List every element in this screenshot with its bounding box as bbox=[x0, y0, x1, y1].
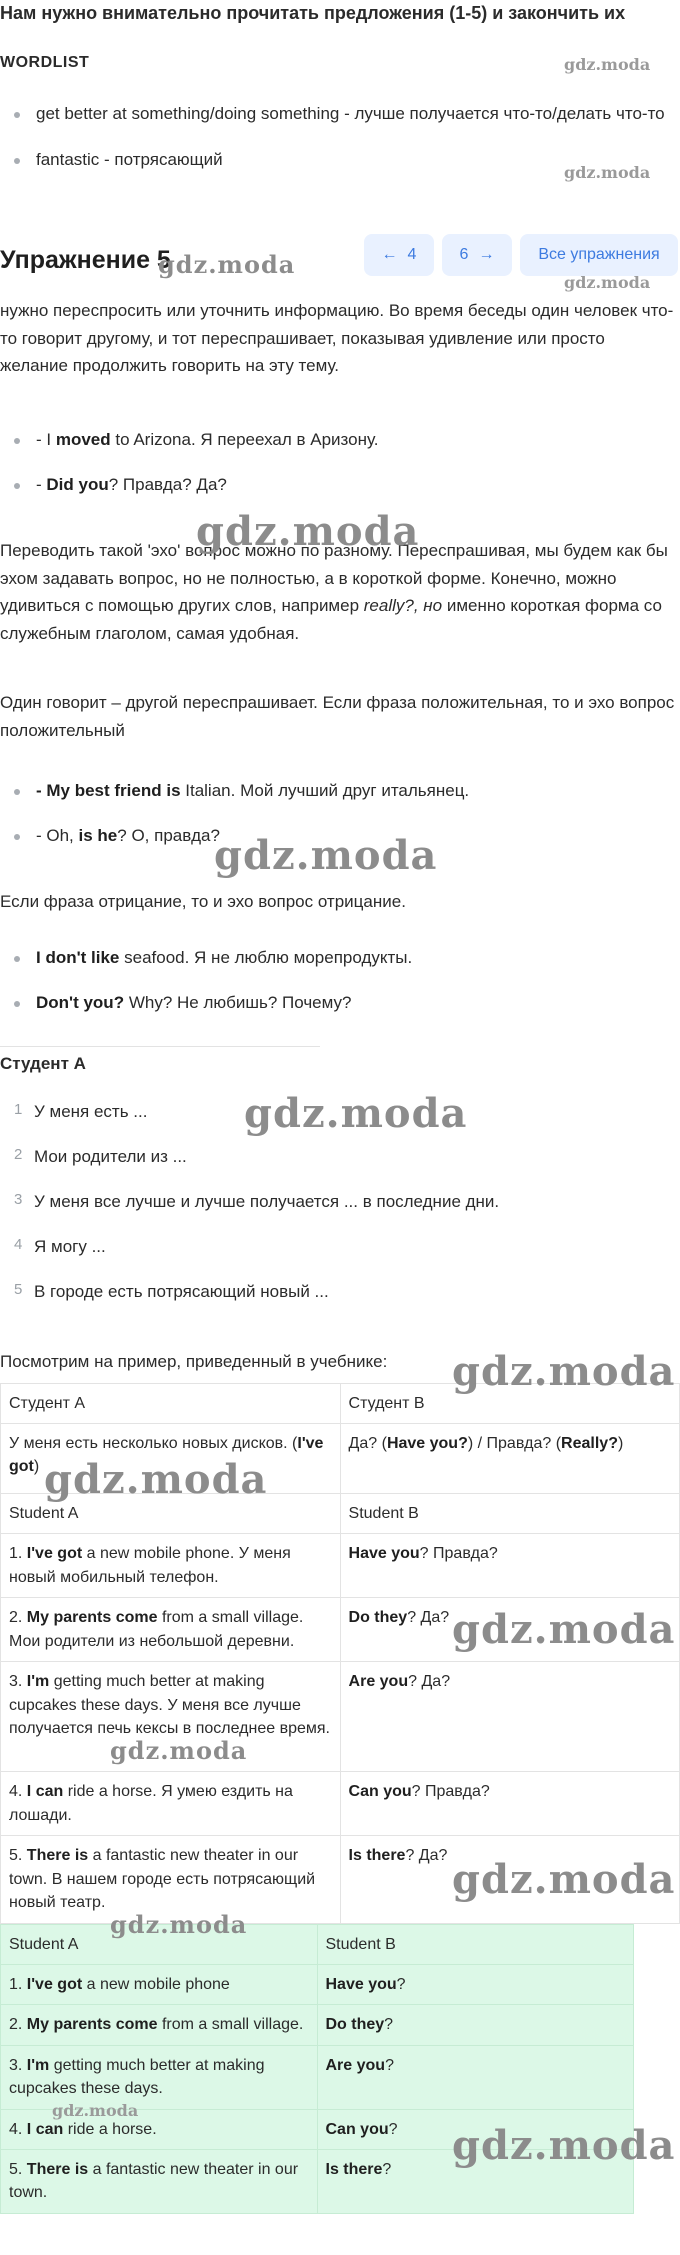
watermark: gdz.moda bbox=[564, 273, 651, 292]
example-text: ? О, правда? bbox=[117, 825, 220, 845]
cell-text: ride a horse. Я умею ездить на лошади. bbox=[9, 1783, 293, 1824]
divider bbox=[0, 1046, 320, 1047]
cell-bold: My parents come bbox=[26, 1609, 158, 1627]
cell-bold: There is bbox=[26, 2160, 89, 2178]
cell-text: ? Да? bbox=[405, 1847, 448, 1865]
example-bold: is he bbox=[78, 825, 118, 845]
example-text: to Arizona. Я переехал в Аризону. bbox=[110, 430, 379, 449]
table-row bbox=[1, 1662, 680, 1772]
student-a-title: Студент А bbox=[0, 1054, 86, 1073]
cell-text: ? bbox=[384, 2016, 394, 2034]
cell-text: from a small village. Мои родители из небольшой деревни. bbox=[9, 1609, 304, 1650]
cell-bold: I can bbox=[26, 1783, 64, 1801]
table-header-cell: Студент В bbox=[340, 1384, 679, 1424]
example-item bbox=[0, 989, 670, 1017]
item-number: 4 bbox=[14, 1236, 23, 1253]
watermark: gdz.moda bbox=[110, 1910, 248, 1939]
cell-bold: Do they bbox=[348, 1609, 408, 1627]
example-bold: I don't like bbox=[36, 948, 120, 967]
item-text: Я могу ... bbox=[34, 1237, 106, 1256]
arrow-left-icon: ← bbox=[381, 246, 398, 264]
table-header-cell: Student B bbox=[340, 1494, 679, 1534]
cell-bold: I've got bbox=[9, 1435, 324, 1476]
next-exercise-button[interactable] bbox=[442, 234, 512, 276]
table-cell bbox=[317, 2045, 634, 2109]
cell-text: getting much better at making cupcakes these days. У меня все лучше получается печь кексы в последнее время. bbox=[9, 1673, 330, 1737]
cell-bold: Really? bbox=[561, 1435, 618, 1453]
cell-text: ) / Правда? ( bbox=[467, 1435, 562, 1453]
cell-text: ? bbox=[396, 1976, 406, 1994]
wordlist-title: WORDLIST bbox=[0, 54, 90, 71]
example-list-3 bbox=[0, 944, 670, 1016]
cell-text: 4. bbox=[9, 2120, 27, 2138]
cell-bold: I've got bbox=[26, 1976, 83, 1994]
example-list-1 bbox=[0, 426, 670, 498]
example-item bbox=[0, 944, 670, 972]
table-cell bbox=[340, 1534, 679, 1598]
cell-text: 1. bbox=[9, 1545, 27, 1563]
cell-text: a fantastic new theater in our town. В нашем городе есть потрясающий новый театр. bbox=[9, 1847, 316, 1911]
cell-text: ride a horse. bbox=[63, 2120, 157, 2138]
cell-text: ? Правда? bbox=[411, 1783, 490, 1801]
cell-text: ? bbox=[382, 2160, 392, 2178]
list-item bbox=[0, 1188, 670, 1233]
next-exercise-label: 6 bbox=[459, 246, 469, 264]
watermark: gdz.moda bbox=[564, 55, 651, 74]
cell-text: from a small village. bbox=[157, 2016, 304, 2034]
example-intro: Посмотрим на пример, приведенный в учебнике: bbox=[0, 1352, 388, 1371]
cell-text: 4. bbox=[9, 1783, 27, 1801]
cell-text: 3. bbox=[9, 2056, 27, 2074]
cell-text: a new mobile phone bbox=[82, 1976, 230, 1994]
cell-text: ? Да? bbox=[407, 1609, 450, 1627]
list-item bbox=[0, 1278, 670, 1323]
item-number: 5 bbox=[14, 1281, 23, 1298]
prev-exercise-button[interactable] bbox=[364, 234, 434, 276]
paragraph-italic: really?, но bbox=[363, 596, 443, 616]
cell-text: getting much better at making cupcakes these days. bbox=[9, 2056, 265, 2097]
table-cell bbox=[317, 2005, 634, 2045]
cell-bold: Are you bbox=[325, 2056, 386, 2074]
cell-text: ? Да? bbox=[408, 1673, 451, 1691]
cell-bold: Have you? bbox=[386, 1435, 468, 1453]
table-header-row bbox=[1, 1925, 634, 1965]
cell-text: 3. bbox=[9, 1673, 27, 1691]
example-bold: Don't you? bbox=[36, 992, 125, 1012]
cell-bold: Can you bbox=[348, 1783, 412, 1801]
example-text: - Oh, bbox=[36, 825, 79, 845]
table-cell bbox=[1, 1598, 341, 1662]
watermark: gdz.moda bbox=[44, 1456, 268, 1503]
list-item bbox=[0, 1233, 670, 1278]
table-cell bbox=[340, 1662, 679, 1772]
cell-text: a fantastic new theater in our town. bbox=[9, 2160, 299, 2201]
table-cell bbox=[340, 1424, 679, 1494]
cell-text: ? Правда? bbox=[419, 1545, 498, 1563]
arrow-right-icon: → bbox=[478, 246, 495, 264]
table-row bbox=[1, 1965, 634, 2005]
cell-text: ? bbox=[388, 2120, 398, 2138]
table-row bbox=[1, 1534, 680, 1598]
watermark: gdz.moda bbox=[564, 163, 651, 182]
cell-text: ) bbox=[617, 1435, 624, 1453]
item-text: У меня есть ... bbox=[34, 1102, 148, 1121]
cell-bold: Have you bbox=[325, 1976, 397, 1994]
cell-text: ) bbox=[33, 1458, 40, 1476]
cell-bold: Is there bbox=[348, 1847, 406, 1865]
cell-text: 1. bbox=[9, 1976, 27, 1994]
item-text: У меня все лучше и лучше получается ... в последние дни. bbox=[34, 1192, 500, 1211]
positive-rule: Один говорит – другой переспрашивает. Если фраза положительная, то и эхо вопрос положительный bbox=[0, 693, 675, 740]
watermark: gdz.moda bbox=[452, 1856, 676, 1903]
intro-paragraph: нужно переспросить или уточнить информацию. Во время беседы один человек что-то говорит другому, и тот переспрашивает, показывая удивление или просто желание продолжить говорить на эту тему. bbox=[0, 301, 674, 376]
exercise-title: Упражнение 5 bbox=[0, 246, 171, 274]
cell-text: 5. bbox=[9, 1847, 27, 1865]
paragraph-text: именно короткая форма со служебным глаголом, самая удобная. bbox=[0, 596, 662, 643]
watermark: gdz.moda bbox=[214, 832, 438, 879]
table-cell bbox=[1, 2045, 318, 2109]
wordlist-item: fantastic - потрясающий bbox=[0, 146, 670, 174]
cell-bold: Have you bbox=[348, 1545, 420, 1563]
table-cell bbox=[340, 1772, 679, 1836]
paragraph-text: Переводить такой 'эхо' вопрос можно по разному. Переспрашивая, мы будем как бы эхом задавать вопрос, но не полностью, а в короткой форме. Конечно, можно удивиться с помощью других слов, например bbox=[0, 541, 668, 616]
table-row bbox=[1, 2005, 634, 2045]
cell-bold: My parents come bbox=[26, 2016, 158, 2034]
watermark: gdz.moda bbox=[110, 1736, 248, 1765]
watermark: gdz.moda bbox=[452, 1348, 676, 1395]
example-text: - I bbox=[36, 430, 56, 449]
table-header-cell: Student A bbox=[1, 1925, 318, 1965]
example-text: Italian. Мой лучший друг итальянец. bbox=[180, 781, 470, 800]
table-header-cell: Student A bbox=[1, 1494, 341, 1534]
table-cell bbox=[317, 1965, 634, 2005]
table-cell bbox=[1, 1965, 318, 2005]
watermark: gdz.moda bbox=[244, 1090, 468, 1137]
all-exercises-label: Все упражнения bbox=[538, 246, 660, 264]
wordlist-item: get better at something/doing something - лучше получается что-то/делать что-то bbox=[0, 100, 670, 128]
cell-text: 2. bbox=[9, 1609, 27, 1627]
example-text: seafood. Я не люблю морепродукты. bbox=[119, 948, 413, 967]
table-cell bbox=[1, 1534, 341, 1598]
item-number: 1 bbox=[14, 1101, 23, 1118]
list-item bbox=[0, 1143, 670, 1188]
cell-bold: I'm bbox=[26, 2056, 50, 2074]
example-item bbox=[0, 426, 670, 454]
example-item bbox=[0, 777, 670, 805]
watermark: gdz.moda bbox=[196, 508, 420, 555]
cell-bold: Can you bbox=[325, 2120, 389, 2138]
table-cell bbox=[1, 2109, 318, 2149]
example-bold: Did you bbox=[46, 474, 109, 494]
table-header-cell: Student B bbox=[317, 1925, 634, 1965]
item-number: 3 bbox=[14, 1191, 23, 1208]
cell-text: 5. bbox=[9, 2160, 27, 2178]
example-text: Why? Не любишь? Почему? bbox=[124, 992, 352, 1012]
cell-bold: Is there bbox=[325, 2160, 383, 2178]
page-heading: Нам нужно внимательно прочитать предложения (1-5) и закончить их bbox=[0, 3, 626, 23]
cell-bold: I can bbox=[26, 2120, 64, 2138]
item-text: В городе есть потрясающий новый ... bbox=[34, 1282, 329, 1301]
item-text: Мои родители из ... bbox=[34, 1147, 187, 1166]
cell-text: 2. bbox=[9, 2016, 27, 2034]
watermark: gdz.moda bbox=[52, 2101, 139, 2120]
table-cell bbox=[1, 1772, 341, 1836]
table-header-cell: Студент А bbox=[1, 1384, 341, 1424]
example-bold: - My best friend is bbox=[36, 781, 181, 800]
cell-text: У меня есть несколько новых дисков. ( bbox=[9, 1435, 298, 1453]
cell-text: Да? ( bbox=[348, 1435, 387, 1453]
table-cell bbox=[1, 2149, 318, 2213]
watermark: gdz.moda bbox=[452, 1606, 676, 1653]
cell-bold: Are you bbox=[348, 1673, 409, 1691]
watermark: gdz.moda bbox=[452, 2122, 676, 2169]
cell-text: ? bbox=[385, 2056, 394, 2074]
example-text: - bbox=[36, 474, 47, 494]
prev-exercise-label: 4 bbox=[407, 246, 417, 264]
cell-bold: There is bbox=[26, 1847, 89, 1865]
table-cell bbox=[1, 2005, 318, 2045]
negative-rule: Если фраза отрицание, то и эхо вопрос отрицание. bbox=[0, 892, 406, 911]
example-text: ? Правда? Да? bbox=[108, 474, 227, 494]
cell-bold: Do they bbox=[325, 2016, 385, 2034]
cell-text: a new mobile phone. У меня новый мобильный телефон. bbox=[9, 1545, 291, 1586]
example-bold: moved bbox=[55, 430, 111, 449]
table-row bbox=[1, 1772, 680, 1836]
watermark: gdz.moda bbox=[158, 250, 296, 279]
example-item bbox=[0, 471, 670, 499]
item-number: 2 bbox=[14, 1146, 23, 1163]
cell-bold: I've got bbox=[26, 1545, 83, 1563]
cell-bold: I'm bbox=[26, 1673, 50, 1691]
